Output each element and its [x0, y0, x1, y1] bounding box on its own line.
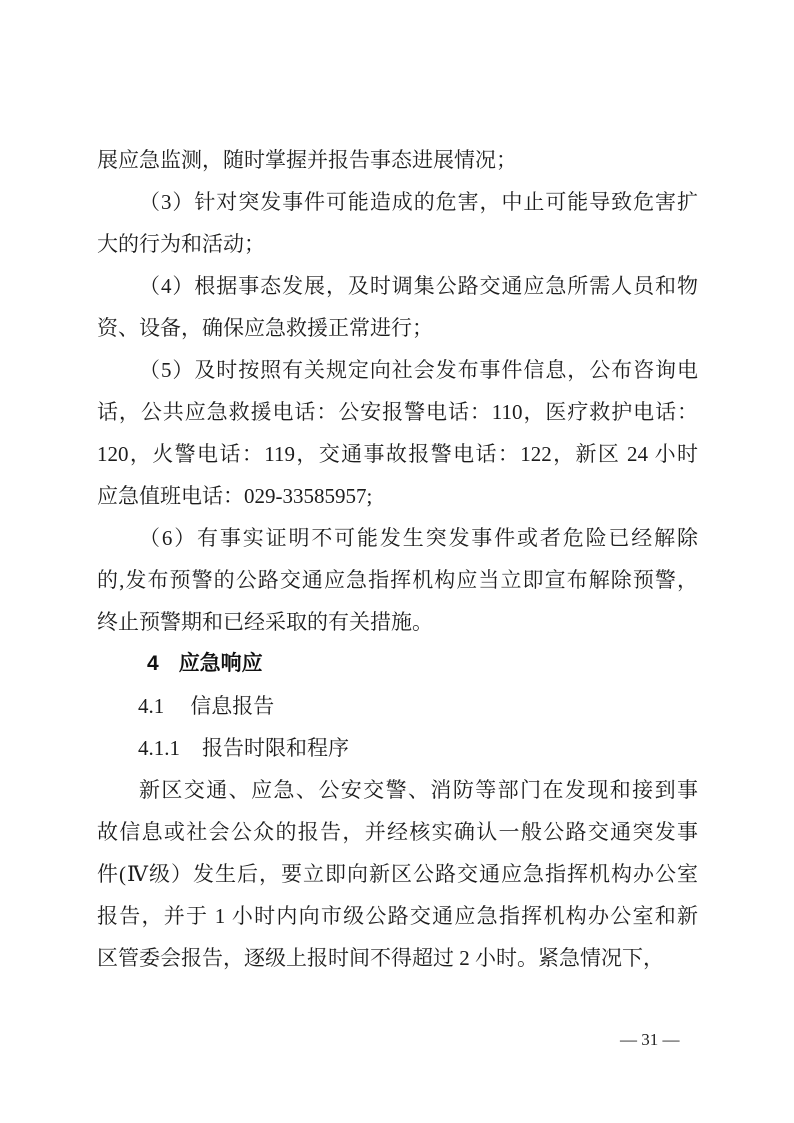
text-line: （4）根据事态发展，及时调集公路交通应急所需人员和物 — [139, 274, 698, 298]
text-line: 展应急监测，随时掌握并报告事态进展情况； — [97, 148, 517, 172]
document-body — [97, 139, 698, 979]
text-line: 终止预警期和已经采取的有关措施。 — [97, 610, 433, 634]
text-line: （3）针对突发事件可能造成的危害，中止可能导致危害扩 — [139, 190, 698, 214]
text-line: 报告，并于 1 小时内向市级公路交通应急指挥机构办公室和新 — [97, 904, 698, 928]
text-line: 资、设备，确保应急救援正常进行； — [97, 316, 433, 340]
heading-4-1-1-report-time-limit — [97, 727, 698, 769]
paragraph-continuation — [97, 139, 698, 181]
text-line: 话，公共应急救援电话：公安报警电话：110，医疗救护电话： — [97, 400, 698, 424]
paragraph-report-procedure — [97, 769, 698, 979]
heading-4-emergency-response — [97, 643, 698, 685]
heading-number: 4.1.1 — [138, 736, 180, 760]
heading-number: 4 — [147, 652, 159, 675]
text-line: （6）有事实证明不可能发生突发事件或者危险已经解除 — [139, 526, 698, 550]
paragraph-item-4 — [97, 265, 698, 349]
text-line: （5）及时按照有关规定向社会发布事件信息，公布咨询电 — [139, 358, 698, 382]
paragraph-item-6 — [97, 517, 698, 643]
heading-title: 应急响应 — [178, 652, 263, 675]
text-line: 新区交通、应急、公安交警、消防等部门在发现和接到事 — [139, 778, 698, 802]
text-line: 应急值班电话：029-33585957; — [97, 484, 373, 508]
heading-number: 4.1 — [138, 694, 165, 718]
paragraph-item-5-emergency-phones — [97, 349, 698, 517]
page-number: — 31 — — [620, 1030, 680, 1049]
text-line: 故信息或社会公众的报告，并经核实确认一般公路交通突发事 — [97, 820, 698, 844]
text-line: 区管委会报告，逐级上报时间不得超过 2 小时。紧急情况下， — [97, 946, 664, 970]
paragraph-item-3 — [97, 181, 698, 265]
text-line: 120，火警电话：119，交通事故报警电话：122，新区 24 小时 — [97, 442, 698, 466]
heading-title: 信息报告 — [190, 694, 275, 718]
text-line: 的,发布预警的公路交通应急指挥机构应当立即宣布解除预警， — [97, 568, 698, 592]
heading-4-1-information-reporting — [97, 685, 698, 727]
heading-title: 报告时限和程序 — [202, 736, 349, 760]
text-line: 大的行为和活动； — [97, 232, 265, 256]
text-line: 件(Ⅳ级）发生后，要立即向新区公路交通应急指挥机构办公室 — [97, 862, 698, 886]
